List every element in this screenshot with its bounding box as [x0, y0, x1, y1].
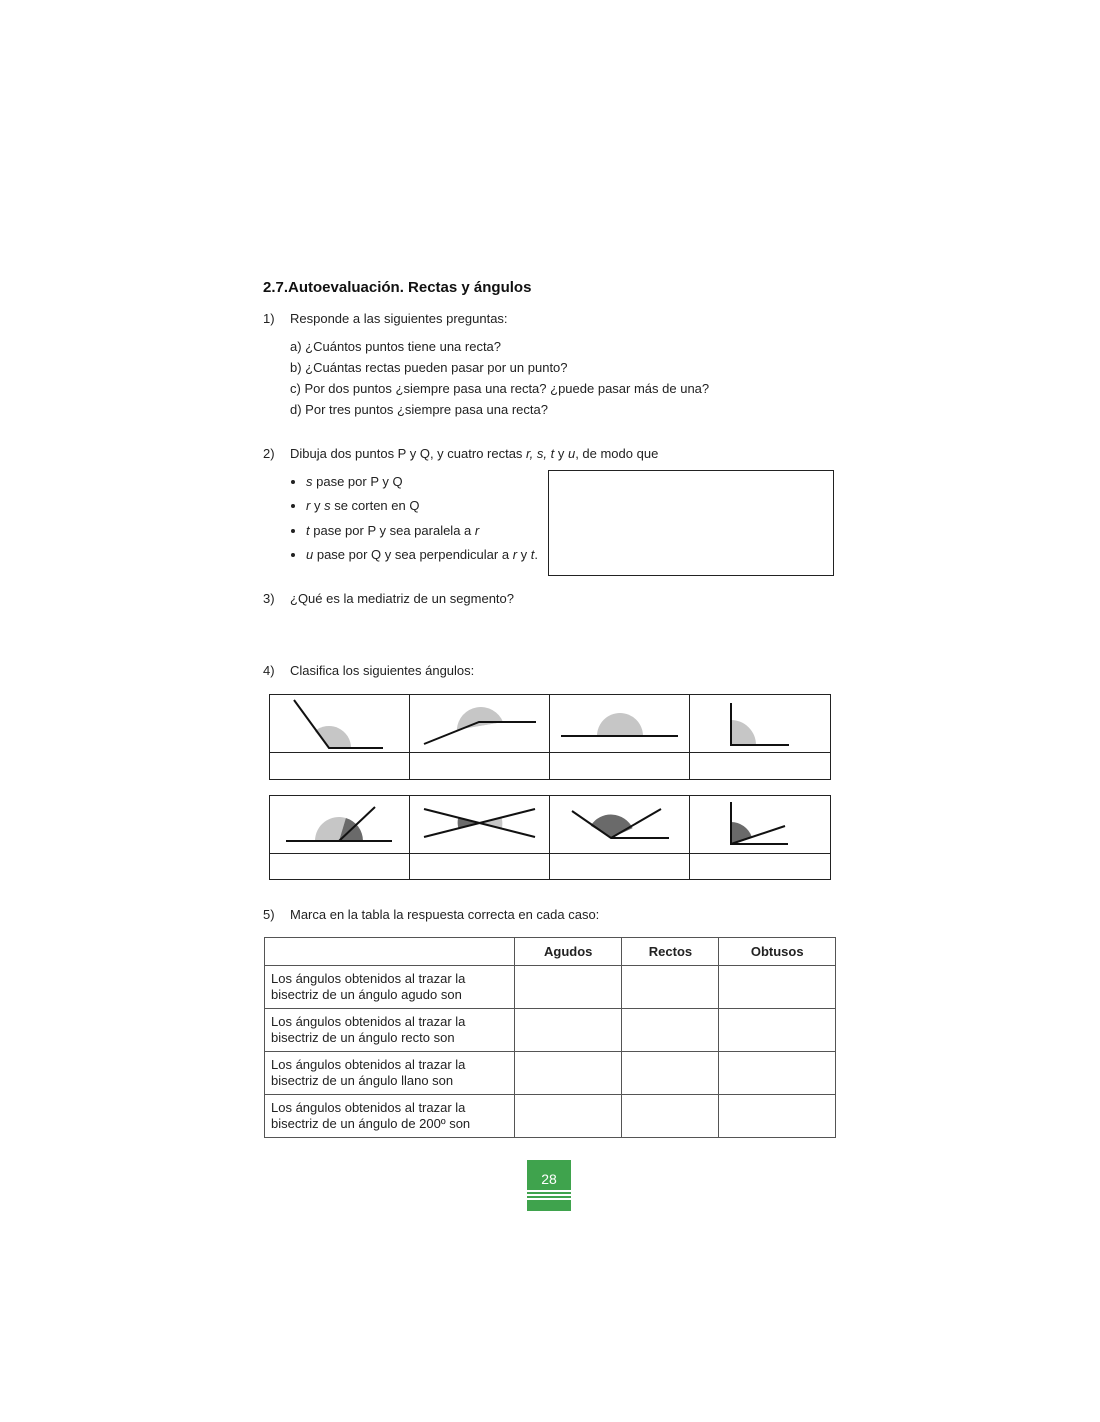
- q4-prompt: Clasifica los siguientes ángulos:: [290, 663, 475, 678]
- header-empty: [265, 938, 515, 966]
- badge-stripe: [527, 1190, 571, 1192]
- obtuse-angle-figure-2: [410, 695, 549, 753]
- table-row: [265, 1052, 836, 1095]
- bullet-dot: [291, 529, 295, 533]
- row-question: Los ángulos obtenidos al trazar la bisectriz de un ángulo agudo son: [265, 966, 515, 1009]
- section-title: 2.7.Autoevaluación. Rectas y ángulos: [263, 279, 532, 296]
- right-angle-figure: [690, 695, 829, 753]
- page-number-badge: [527, 1160, 571, 1211]
- q5-prompt: Marca en la tabla la respuesta correcta en cada caso:: [290, 907, 600, 922]
- q2-number: 2): [263, 446, 275, 461]
- q1-item-c: c) Por dos puntos ¿siempre pasa una recta? ¿puede pasar más de una?: [290, 381, 710, 396]
- q3-prompt: ¿Qué es la mediatriz de un segmento?: [290, 591, 515, 606]
- table-row: [265, 1009, 836, 1052]
- angle-answer-3[interactable]: [550, 753, 690, 779]
- q2-bullet-2: r y s se corten en Q: [306, 498, 420, 513]
- answer-cell-obtusos[interactable]: [719, 1052, 836, 1095]
- answer-cell-rectos[interactable]: [622, 1095, 719, 1138]
- answer-cell-agudos[interactable]: [515, 1009, 622, 1052]
- q2-drawing-box[interactable]: [548, 470, 834, 576]
- angle-cell-4: [690, 695, 830, 753]
- bullet-dot: [291, 504, 295, 508]
- header-rectos: Rectos: [622, 938, 719, 966]
- row-question: Los ángulos obtenidos al trazar la bisectriz de un ángulo de 200º son: [265, 1095, 515, 1138]
- angle-answer-6[interactable]: [410, 854, 550, 879]
- header-obtusos: Obtusos: [719, 938, 836, 966]
- bullet-dot: [291, 553, 295, 557]
- bullet-dot: [291, 480, 295, 484]
- angle-cell-3: [550, 695, 690, 753]
- table-header-row: [265, 938, 836, 966]
- angle-answer-7[interactable]: [550, 854, 690, 879]
- q5-number: 5): [263, 907, 275, 922]
- q2-bullet-4: u pase por Q y sea perpendicular a r y t.: [306, 547, 539, 562]
- badge-stripe: [527, 1198, 571, 1200]
- supplementary-angles-figure: [270, 796, 409, 854]
- angle-answer-4[interactable]: [690, 753, 830, 779]
- angle-cell-2: [410, 695, 550, 753]
- bisector-answer-table: [264, 937, 836, 1138]
- q2-bullet-1: s pase por P y Q: [306, 474, 403, 489]
- angle-answer-1[interactable]: [270, 753, 410, 779]
- angle-grid-1: [269, 694, 831, 780]
- q1-item-d: d) Por tres puntos ¿siempre pasa una recta?: [290, 402, 548, 417]
- q2-bullet-3: t pase por P y sea paralela a r: [306, 523, 480, 538]
- vertical-angles-figure: [410, 796, 549, 854]
- row-question: Los ángulos obtenidos al trazar la bisectriz de un ángulo recto son: [265, 1009, 515, 1052]
- row-question: Los ángulos obtenidos al trazar la bisectriz de un ángulo llano son: [265, 1052, 515, 1095]
- badge-stripe: [527, 1194, 571, 1196]
- answer-cell-obtusos[interactable]: [719, 966, 836, 1009]
- answer-cell-rectos[interactable]: [622, 1009, 719, 1052]
- q2-prompt: Dibuja dos puntos P y Q, y cuatro rectas r, s, t y u, de modo que: [290, 446, 659, 461]
- answer-cell-agudos[interactable]: [515, 966, 622, 1009]
- answer-cell-rectos[interactable]: [622, 1052, 719, 1095]
- q3-number: 3): [263, 591, 275, 606]
- acute-angles-figure: [690, 796, 829, 854]
- angle-cell-1: [270, 695, 410, 753]
- answer-cell-rectos[interactable]: [622, 966, 719, 1009]
- answer-cell-agudos[interactable]: [515, 1052, 622, 1095]
- angle-answer-8[interactable]: [690, 854, 830, 879]
- angle-answer-5[interactable]: [270, 854, 410, 879]
- page-number: 28: [541, 1171, 557, 1187]
- answer-cell-obtusos[interactable]: [719, 1095, 836, 1138]
- table-row: [265, 1095, 836, 1138]
- answer-cell-agudos[interactable]: [515, 1095, 622, 1138]
- q1-item-b: b) ¿Cuántas rectas pueden pasar por un punto?: [290, 360, 568, 375]
- angle-cell-6: [410, 796, 550, 854]
- straight-angle-figure: [550, 695, 689, 753]
- q4-number: 4): [263, 663, 275, 678]
- angle-grid-2: [269, 795, 831, 880]
- angle-cell-8: [690, 796, 830, 854]
- angle-cell-7: [550, 796, 690, 854]
- answer-cell-obtusos[interactable]: [719, 1009, 836, 1052]
- adjacent-angles-figure: [550, 796, 689, 854]
- obtuse-angle-figure: [270, 695, 409, 753]
- table-row: [265, 966, 836, 1009]
- q1-item-a: a) ¿Cuántos puntos tiene una recta?: [290, 339, 502, 354]
- q1-number: 1): [263, 311, 275, 326]
- angle-answer-2[interactable]: [410, 753, 550, 779]
- angle-cell-5: [270, 796, 410, 854]
- q1-prompt: Responde a las siguientes preguntas:: [290, 311, 508, 326]
- header-agudos: Agudos: [515, 938, 622, 966]
